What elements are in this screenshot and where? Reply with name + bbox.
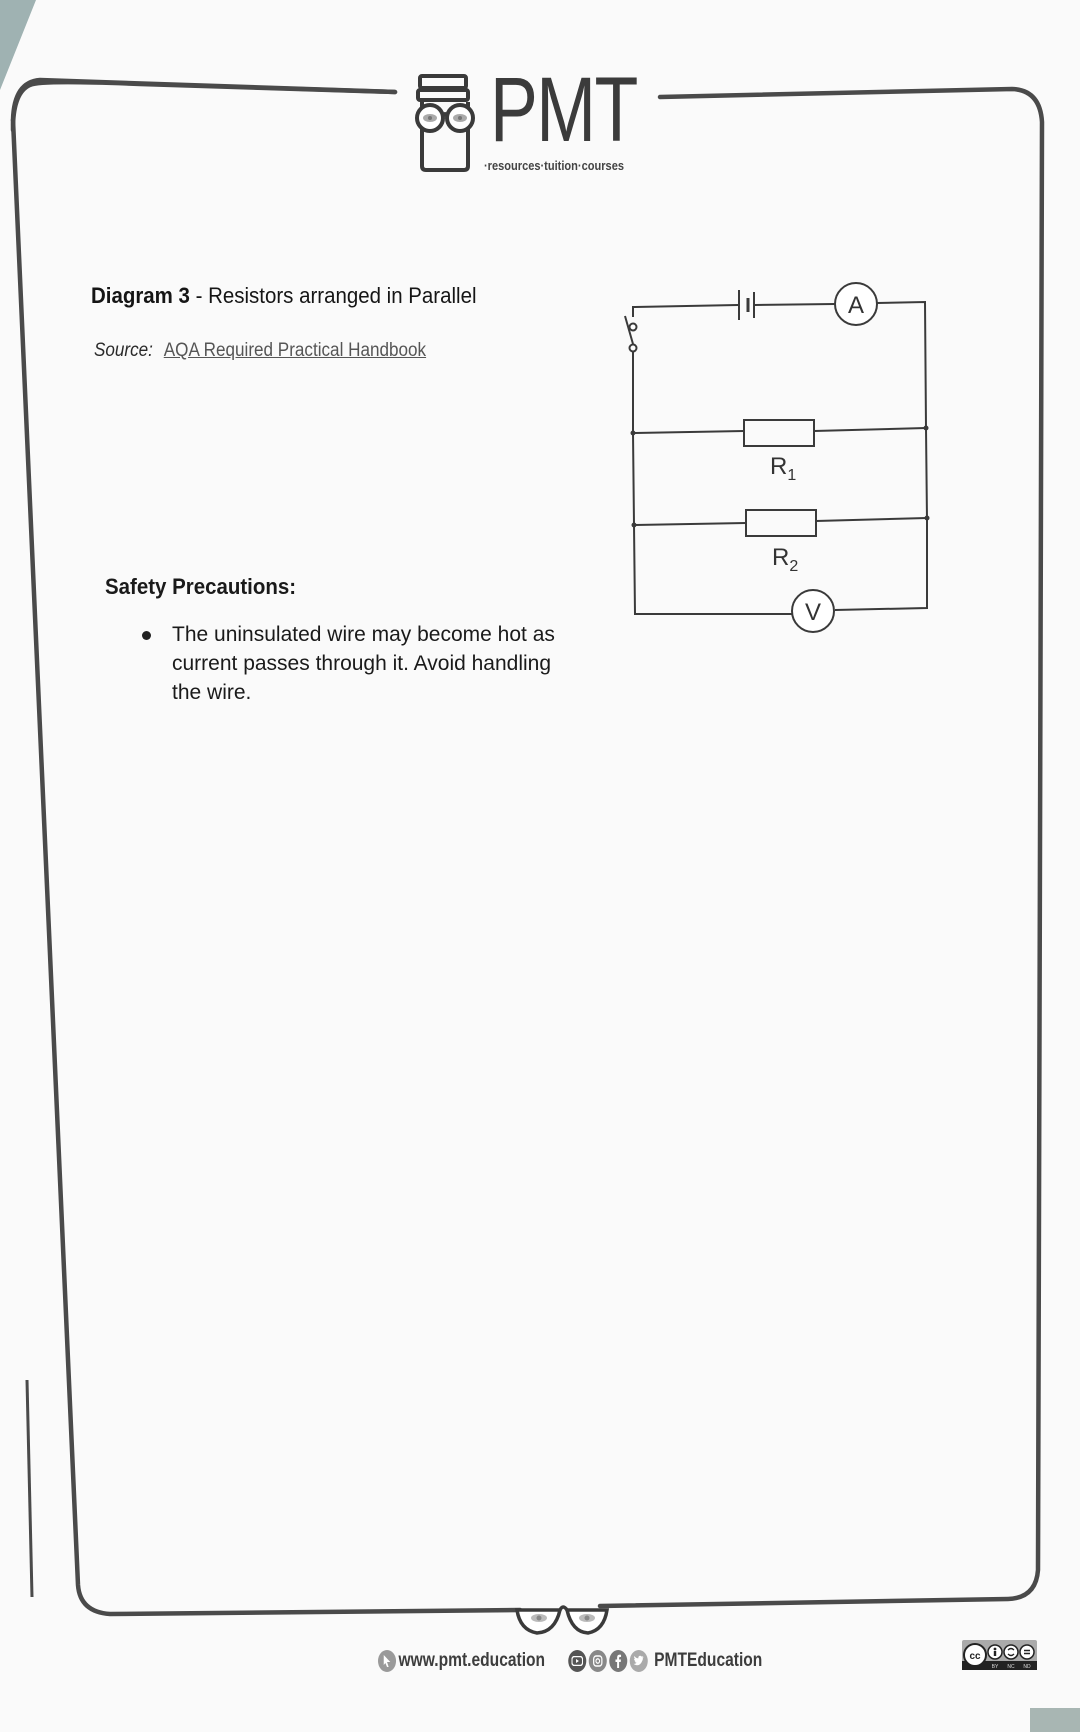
svg-text:ND: ND [1023,1664,1031,1670]
ammeter-icon [835,283,877,325]
safety-list [140,620,580,707]
social-handle[interactable]: PMTEducation [654,1650,763,1671]
safety-heading: Safety Precautions: [105,574,297,599]
resistor-1-label: $R_1$ [770,453,797,484]
voltmeter-icon [792,590,834,632]
logo-tagline: ·resources·tuition·courses [484,158,624,173]
source-line [94,340,426,362]
source-link[interactable]: AQA Required Practical Handbook [163,340,427,361]
youtube-icon[interactable] [568,1650,586,1672]
cc-license-badge-icon[interactable] [962,1640,1037,1670]
footer-links [378,1646,847,1676]
svg-text:BY: BY [991,1664,999,1670]
twitter-icon[interactable] [630,1650,648,1672]
website-link[interactable]: www.pmt.education [398,1650,546,1671]
diagram-title [91,283,477,309]
diagram-title-number: Diagram 3 [91,283,190,308]
instagram-icon[interactable] [589,1650,607,1672]
logo-wordmark: PMT [490,59,637,161]
safety-item: The uninsulated wire may become hot as current passes through it. Avoid handling the wire. [140,620,580,707]
svg-text:cc: cc [969,1651,981,1662]
diagram-title-text: - Resistors arranged in Parallel [189,283,477,308]
svg-text:A: A [847,292,865,319]
cursor-icon [378,1650,396,1672]
svg-text:NC: NC [1007,1664,1015,1670]
resistor-2-label: $R_2$ [772,544,799,575]
source-label: Source: [94,340,153,361]
svg-text:V: V [804,599,822,626]
footer-glasses-icon [517,1607,607,1633]
facebook-icon[interactable] [609,1650,627,1672]
parallel-circuit-diagram [620,280,940,640]
